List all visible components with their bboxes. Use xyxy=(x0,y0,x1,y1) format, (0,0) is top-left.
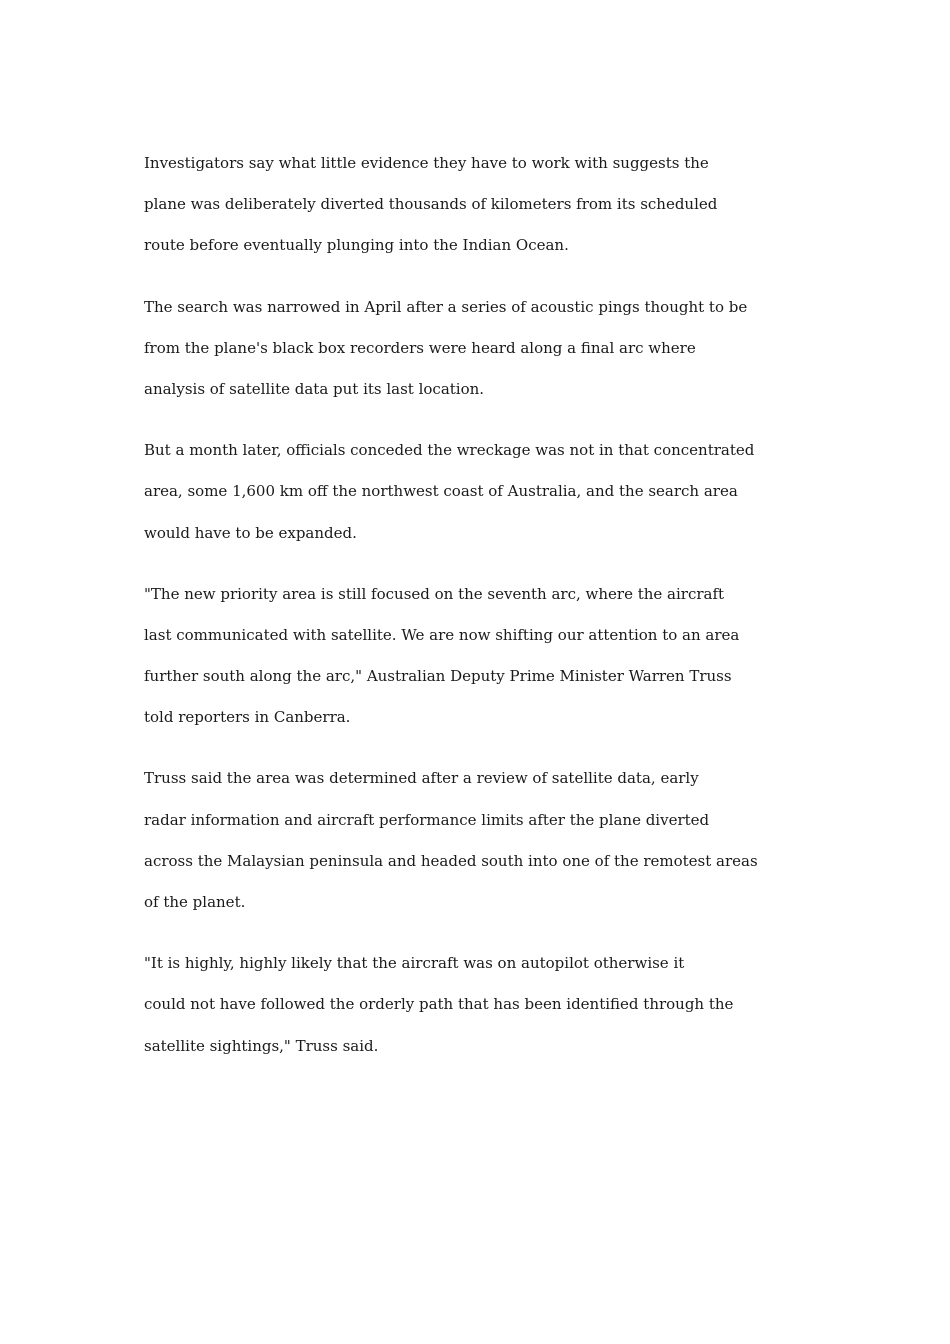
text-line: from the plane's black box recorders were heard along a final arc where xyxy=(144,338,696,357)
text-line: But a month later, officials conceded the wreckage was not in that concentrated xyxy=(144,441,755,460)
paragraph xyxy=(144,430,812,554)
text-line: Truss said the area was determined after a review of satellite data, early xyxy=(144,769,699,788)
text-line: "It is highly, highly likely that the aircraft was on autopilot otherwise it xyxy=(144,954,685,973)
text-line: area, some 1,600 km off the northwest coast of Australia, and the search area xyxy=(144,482,738,501)
text-line: analysis of satellite data put its last location. xyxy=(144,379,485,398)
text-line: further south along the arc," Australian Deputy Prime Minister Warren Truss xyxy=(144,667,732,686)
text-line: radar information and aircraft performance limits after the plane diverted xyxy=(144,810,710,829)
text-line: told reporters in Canberra. xyxy=(144,708,351,727)
article-body xyxy=(144,143,812,1067)
text-line: "The new priority area is still focused on the seventh arc, where the aircraft xyxy=(144,584,725,603)
text-line: Investigators say what little evidence they have to work with suggests the xyxy=(144,154,709,172)
text-line: satellite sightings," Truss said. xyxy=(144,1036,379,1055)
paragraph xyxy=(144,574,812,739)
text-line: plane was deliberately diverted thousands of kilometers from its scheduled xyxy=(144,195,718,214)
text-line: last communicated with satellite. We are now shifting our attention to an area xyxy=(144,625,740,644)
text-line: could not have followed the orderly path that has been identified through the xyxy=(144,995,734,1014)
text-line: would have to be expanded. xyxy=(144,523,357,542)
text-line: across the Malaysian peninsula and headed south into one of the remotest areas xyxy=(144,851,758,870)
paragraph xyxy=(144,143,812,267)
text-line: The search was narrowed in April after a series of acoustic pings thought to be xyxy=(144,297,748,316)
text-line: of the planet. xyxy=(144,893,246,911)
paragraph xyxy=(144,287,812,411)
paragraph xyxy=(144,943,812,1067)
paragraph xyxy=(144,758,812,923)
text-line: route before eventually plunging into the Indian Ocean. xyxy=(144,236,569,255)
